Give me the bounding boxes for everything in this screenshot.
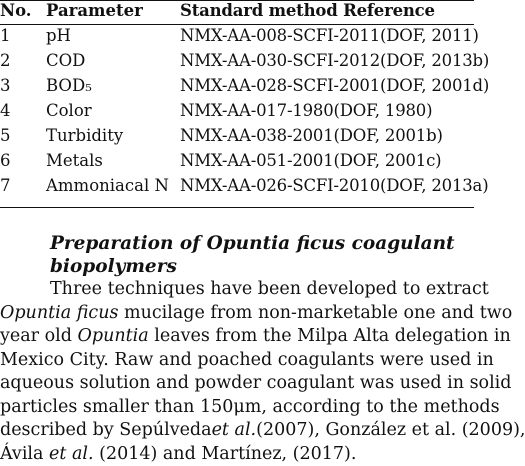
paragraph-line: Three techniques have been developed to extract — [0, 278, 474, 302]
table-row — [0, 75, 474, 100]
table-row — [0, 25, 474, 50]
body-paragraph — [0, 278, 474, 466]
citation-etal: et al. — [212, 420, 257, 440]
paragraph-line — [0, 443, 474, 466]
line-text: mucilage from non-marketable one and two — [118, 303, 512, 323]
row-no: 3 — [0, 78, 11, 95]
header-no: No. — [0, 3, 32, 20]
paragraph-line: aqueous solution and powder coagulant was used in solid — [0, 372, 474, 396]
line-text: Ávila — [0, 444, 49, 464]
header-parameter: Parameter — [46, 3, 143, 20]
row-reference: NMX-AA-026-SCFI-2010(DOF, 2013a) — [180, 178, 488, 195]
table-row — [0, 100, 474, 125]
row-no: 6 — [0, 153, 11, 170]
line-text: (2014) and Martínez, (2017). — [94, 444, 357, 464]
table-row — [0, 50, 474, 75]
row-parameter: Turbidity — [46, 128, 123, 145]
table-row — [0, 125, 474, 150]
row-parameter: pH — [46, 28, 71, 45]
table-row — [0, 175, 474, 200]
row-reference: NMX-AA-028-SCFI-2001(DOF, 2001d) — [180, 78, 489, 95]
paragraph-line: Mexico City. Raw and poached coagulants were used in — [0, 349, 474, 373]
row-no: 1 — [0, 28, 11, 45]
table-header-row — [0, 0, 474, 24]
row-no: 7 — [0, 178, 11, 195]
section-heading-line: Preparation of Opuntia ficus coagulant — [50, 232, 460, 255]
row-no: 5 — [0, 128, 11, 145]
row-no: 4 — [0, 103, 11, 120]
row-reference: NMX-AA-038-2001(DOF, 2001b) — [180, 128, 443, 145]
species-name: Opuntia — [78, 326, 149, 346]
row-parameter: COD — [46, 53, 85, 70]
row-parameter: Ammoniacal N — [46, 178, 169, 195]
section-heading — [50, 232, 460, 278]
row-reference: NMX-AA-017-1980(DOF, 1980) — [180, 103, 432, 120]
row-no: 2 — [0, 53, 11, 70]
row-reference: NMX-AA-008-SCFI-2011(DOF, 2011) — [180, 28, 479, 45]
header-reference: Standard method Reference — [180, 3, 435, 20]
row-parameter: Metals — [46, 153, 103, 170]
table-bottom-rule — [0, 207, 474, 208]
paragraph-line — [0, 419, 474, 443]
line-text: described by Sepúlveda — [0, 420, 212, 440]
section-heading-line: biopolymers — [50, 255, 460, 278]
row-reference: NMX-AA-030-SCFI-2012(DOF, 2013b) — [180, 53, 489, 70]
line-text: year old — [0, 326, 78, 346]
citation-etal: et al. — [49, 444, 94, 464]
line-text: leaves from the Milpa Alta delegation in — [149, 326, 511, 346]
table-row — [0, 150, 474, 175]
paragraph-line — [0, 302, 474, 326]
paragraph-line — [0, 325, 474, 349]
species-name: Opuntia ficus — [0, 303, 118, 323]
row-reference: NMX-AA-051-2001(DOF, 2001c) — [180, 153, 441, 170]
row-parameter: Color — [46, 103, 92, 120]
line-text: (2007), González et al. (2009), — [256, 420, 525, 440]
row-parameter: BOD₅ — [46, 78, 92, 95]
paragraph-line: particles smaller than 150μm, according to the methods — [0, 396, 474, 420]
